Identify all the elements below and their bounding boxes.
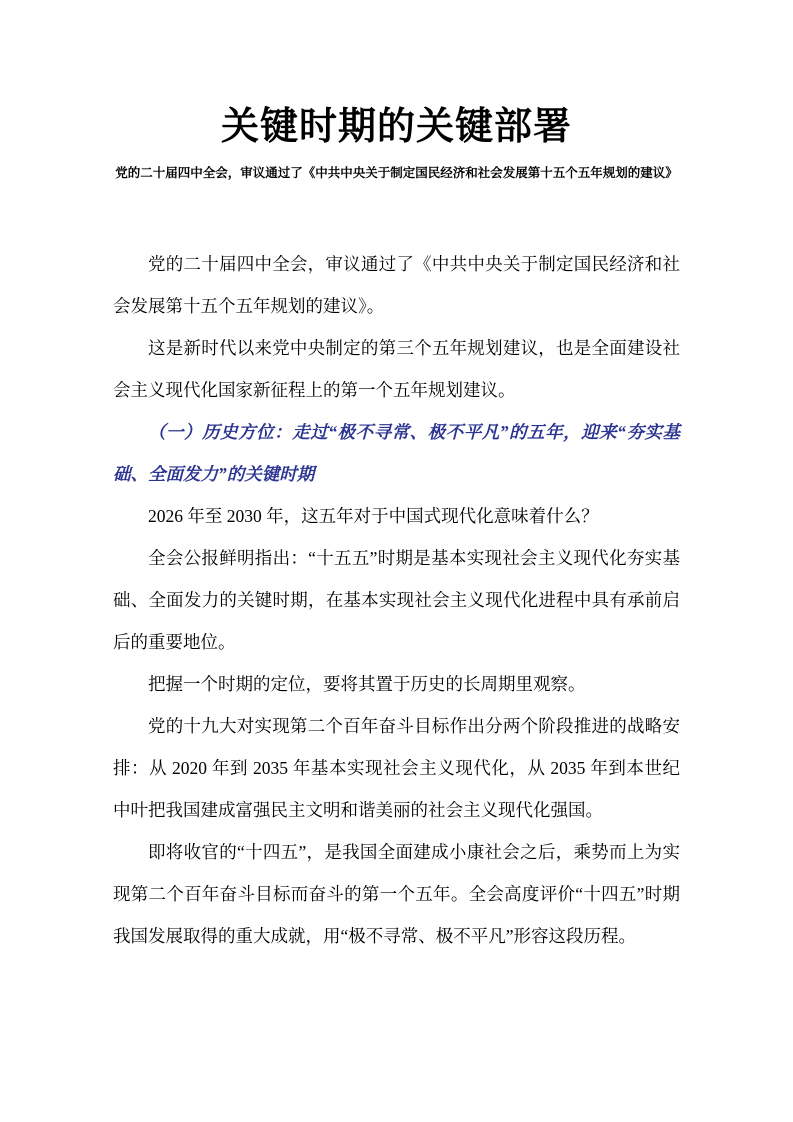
document-body [113,243,680,957]
document-title: 关键时期的关键部署 [220,106,572,148]
body-paragraph: 党的十九大对实现第二个百年奋斗目标作出分两个阶段推进的战略安排：从 2020 年到 2035 年基本实现社会主义现代化，从 2035 年到本世纪中叶把我国建成富强民主文明和谐美丽的社会主义现代化强国。 [113,716,680,820]
body-paragraph: 把握一个时期的定位，要将其置于历史的长周期里观察。 [148,674,586,694]
section-heading: （一）历史方位：走过“极不寻常、极不平凡”的五年，迎来“夯实基础、全面发力”的关键时期 [113,422,680,484]
body-paragraph: 党的二十届四中全会，审议通过了《中共中央关于制定国民经济和社会发展第十五个五年规划的建议》。 [113,254,680,316]
body-paragraph: 即将收官的“十四五”，是我国全面建成小康社会之后，乘势而上为实现第二个百年奋斗目标而奋斗的第一个五年。全会高度评价“十四五”时期我国发展取得的重大成就，用“极不寻常、极不平凡”形容这段历程。 [113,842,680,946]
document-subtitle: 党的二十届四中全会，审议通过了《中共中央关于制定国民经济和社会发展第十五个五年规划的建议》 [115,166,678,180]
body-paragraph: 2026 年至 2030 年，这五年对于中国式现代化意味着什么？ [148,506,599,526]
body-paragraph: 全会公报鲜明指出：“十五五”时期是基本实现社会主义现代化夯实基础、全面发力的关键时期，在基本实现社会主义现代化进程中具有承前启后的重要地位。 [113,548,680,652]
body-paragraph: 这是新时代以来党中央制定的第三个五年规划建议，也是全面建设社会主义现代化国家新征程上的第一个五年规划建议。 [113,338,680,400]
